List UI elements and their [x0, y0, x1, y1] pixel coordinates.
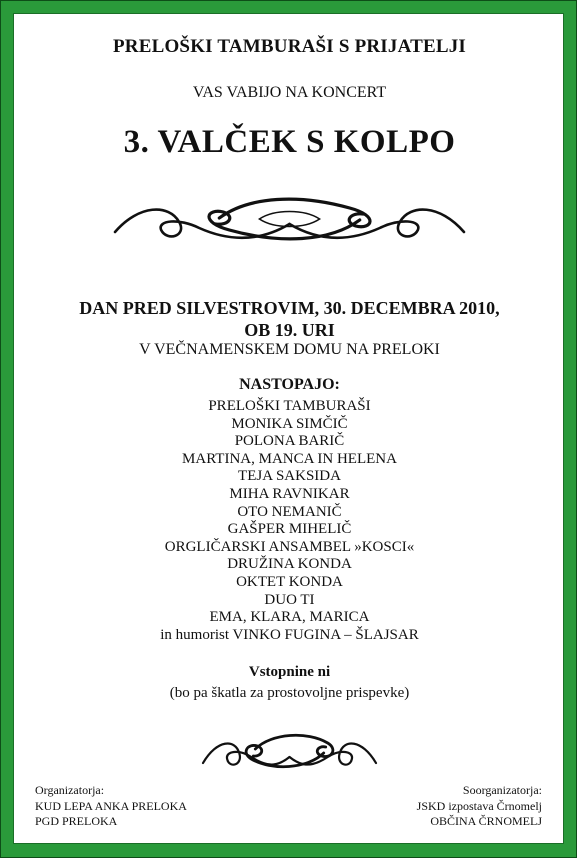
entry-note: (bo pa škatla za prostovoljne prispevke): [169, 685, 410, 701]
list-item: DUO TI: [264, 591, 315, 608]
list-item: ORGLIČARSKI ANSAMBEL »KOSCI«: [164, 538, 415, 555]
organizers: [35, 783, 187, 830]
coorganizers-label: Soorganizatorja:: [462, 783, 542, 797]
list-item: POLONA BARIČ: [234, 433, 345, 450]
invitation-line: VAS VABIJO NA KONCERT: [192, 84, 387, 101]
list-item: EMA, KLARA, MARICA: [209, 609, 370, 626]
coorganizer-item: OBČINA ČRNOMELJ: [430, 814, 542, 828]
organizer-heading: PRELOŠKI TAMBURAŠI S PRIJATELJI: [112, 36, 467, 57]
event-date-line: DAN PRED SILVESTROVIM, 30. DECEMBRA 2010,: [79, 298, 500, 318]
organizers-label: Organizatorja:: [35, 783, 105, 797]
list-item: OKTET KONDA: [236, 573, 343, 590]
list-item: MONIKA SIMČIČ: [231, 415, 348, 432]
list-item: OTO NEMANIČ: [237, 503, 342, 520]
coorganizers: [417, 783, 542, 830]
event-venue: V VEČNAMENSKEM DOMU NA PRELOKI: [139, 341, 440, 358]
flourish-ornament-bottom-icon: [199, 729, 380, 773]
list-item: MIHA RAVNIKAR: [229, 485, 350, 502]
event-date: [14, 297, 565, 341]
list-item: GAŠPER MIHELIČ: [227, 521, 352, 538]
entry-title: Vstopnine ni: [248, 664, 331, 680]
list-item: DRUŽINA KONDA: [227, 556, 352, 573]
organizer-item: PGD PRELOKA: [35, 814, 118, 828]
event-title: 3. VALČEK S KOLPO: [123, 124, 456, 160]
list-item: MARTINA, MANCA IN HELENA: [182, 450, 397, 467]
organizer-item: KUD LEPA ANKA PRELOKA: [35, 798, 187, 813]
performers-list: [14, 398, 565, 644]
poster: [13, 13, 564, 844]
list-item: PRELOŠKI TAMBURAŠI: [208, 398, 371, 414]
list-item: in humorist VINKO FUGINA – ŠLAJSAR: [160, 626, 419, 643]
event-time-line: OB 19. URI: [244, 320, 335, 340]
flourish-ornament-top-icon: [109, 194, 470, 244]
performers-heading: NASTOPAJO:: [239, 376, 340, 393]
list-item: TEJA SAKSIDA: [238, 468, 341, 485]
coorganizer-item: JSKD izpostava Črnomelj: [416, 798, 542, 813]
